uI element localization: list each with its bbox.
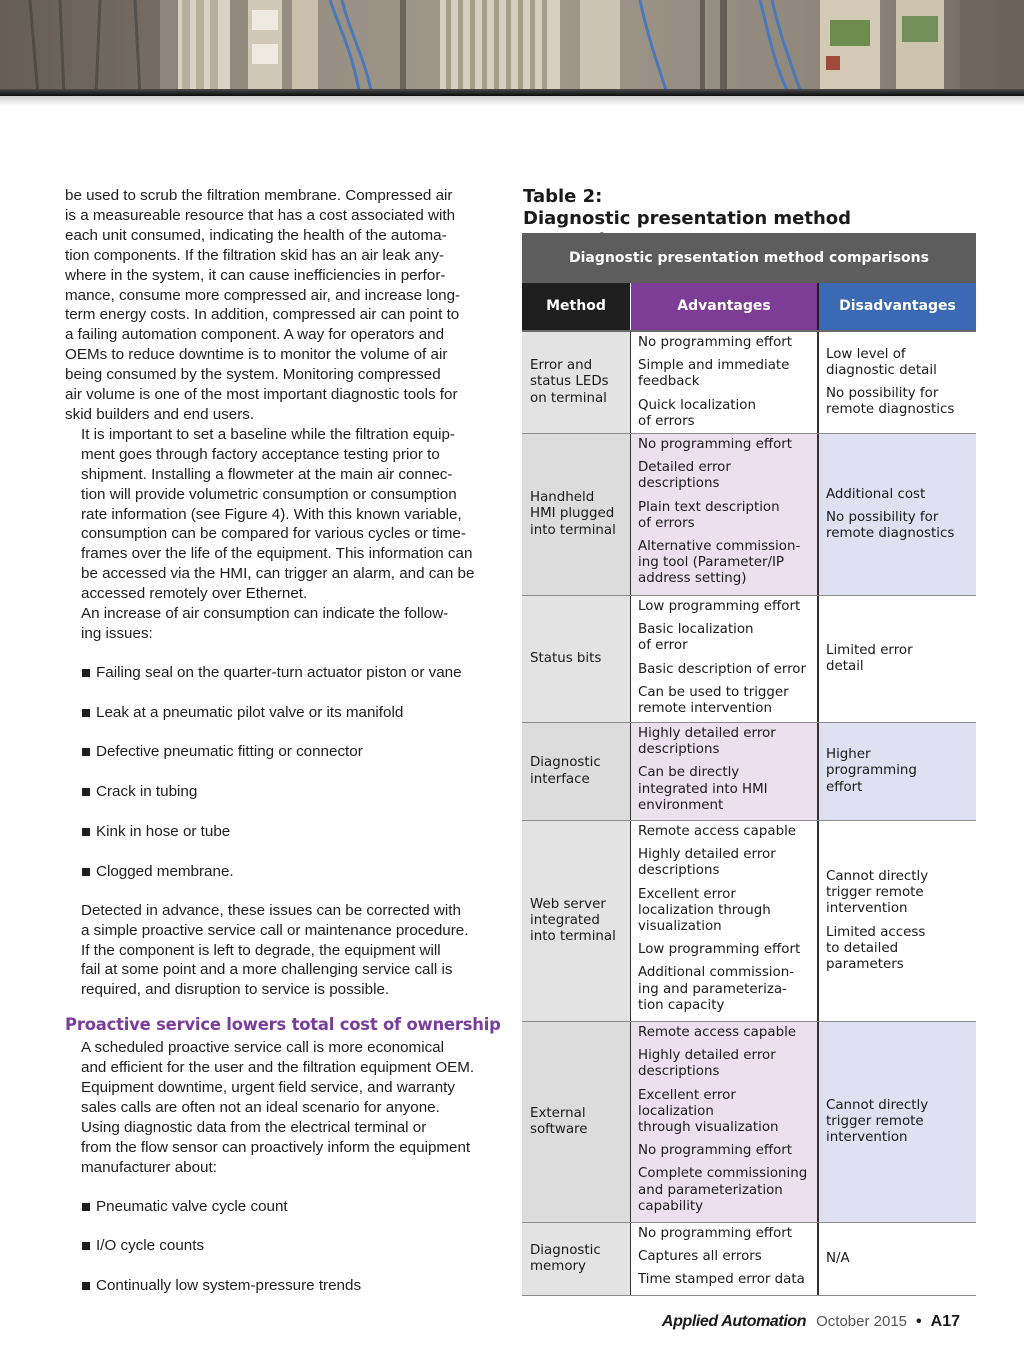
disadvantage-item: Low level of diagnostic detail [826, 346, 937, 378]
disadvantage-item: Higher programming effort [826, 747, 917, 795]
advantage-item: No programming effort [638, 437, 793, 452]
table-row [522, 596, 976, 723]
table-row [522, 1022, 976, 1223]
advantage-item: Excellent error localization through visualization [638, 1087, 779, 1136]
advantage-item: No programming effort [638, 335, 793, 350]
advantage-item: Remote access capable [638, 824, 797, 839]
list-item [65, 742, 503, 762]
list-item [65, 1197, 503, 1217]
table-row [522, 1223, 976, 1296]
method-cell: Error and status LEDs on terminal [522, 332, 630, 433]
list-item [65, 1236, 503, 1256]
method-cell: Status bits [522, 596, 630, 722]
table-header: Diagnostic presentation method comparisons [522, 233, 976, 283]
advantages-cell [630, 1223, 817, 1295]
list-item-text: Pneumatic valve cycle count [96, 1197, 288, 1215]
method-cell: Handheld HMI plugged into terminal [522, 434, 630, 595]
advantage-item: Highly detailed error descriptions [638, 726, 776, 758]
list-item-text: Defective pneumatic fitting or connector [96, 743, 363, 761]
table-row [522, 821, 976, 1022]
comparison-table [522, 233, 976, 1296]
advantage-item: Alternative commission- ing tool (Parameter/IP address setting) [638, 539, 801, 587]
publication-name: Applied Automation [661, 1313, 807, 1330]
list-item [65, 1276, 503, 1296]
list-item [65, 782, 503, 802]
disadvantage-item: No possibility for remote diagnostics [826, 509, 955, 542]
advantage-item: Low programming effort [638, 599, 801, 614]
list-item-text: Clogged membrane. [96, 862, 234, 880]
section-subhead: Proactive service lowers total cost of ownership [65, 1015, 501, 1035]
photo-band-shadow [0, 96, 1024, 106]
bullet-square-icon [82, 868, 90, 876]
table-row [522, 434, 976, 596]
issue-date: October 2015 [816, 1313, 908, 1330]
advantage-item: Excellent error localization through visualization [638, 886, 771, 935]
footer-separator: • [916, 1313, 922, 1330]
table-title-label: Table 2: [523, 186, 603, 207]
table-body [522, 330, 976, 1296]
issues-list [65, 663, 503, 882]
advantages-cell [630, 332, 817, 433]
disadvantages-cell [817, 723, 976, 820]
header-photo [0, 0, 1024, 96]
advantages-cell [630, 434, 817, 595]
disadvantage-item: N/A [826, 1250, 850, 1266]
advantage-item: Can be used to trigger remote intervention [638, 684, 789, 717]
list-item-text: Crack in tubing [96, 783, 198, 801]
disadvantage-item: No possibility for remote diagnostics [826, 386, 955, 418]
advantages-cell [630, 821, 817, 1021]
advantage-item: Quick localization of errors [638, 397, 756, 429]
disadvantages-cell [817, 1223, 976, 1295]
advantage-item: Simple and immediate feedback [638, 358, 790, 390]
list-item [65, 663, 503, 683]
table-title-caption: Diagnostic presentation method [523, 208, 852, 229]
method-cell: External software [522, 1022, 630, 1222]
advantage-item: Highly detailed error descriptions [638, 847, 776, 879]
bullet-square-icon [82, 828, 90, 836]
advantage-item: Captures all errors [638, 1249, 762, 1265]
bullet-square-icon [82, 669, 90, 677]
advantages-cell [630, 723, 817, 820]
disadvantage-item: Limited error detail [826, 642, 913, 674]
table-column-headers [522, 283, 976, 330]
advantage-item: Low programming effort [638, 942, 801, 958]
advantage-item: Basic description of error [638, 661, 806, 677]
advantage-item: No programming effort [638, 1226, 793, 1241]
advantages-cell [630, 596, 817, 722]
page-number: A17 [930, 1313, 960, 1330]
list-item-text: I/O cycle counts [96, 1237, 205, 1255]
paragraph-diagnostic-data: Using diagnostic data from the electrical terminal or from the flow sensor can proactively inform the equipment manufacturer about: [81, 1118, 471, 1176]
bullet-square-icon [82, 748, 90, 756]
disadvantage-item: Limited access to detailed parameters [826, 924, 926, 972]
list-item-text: Leak at a pneumatic pilot valve or its manifold [96, 703, 404, 721]
paragraph-detected-in-advance: Detected in advance, these issues can be corrected with a simple proactive service call or maintenance procedure. If the component is left to degrade, the equipment will fail at some point and a more challenging service call is required, and disruption to service is possible. [81, 901, 469, 999]
method-cell: Diagnostic memory [522, 1223, 630, 1295]
table-row [522, 330, 976, 434]
article-body [65, 186, 503, 1315]
paragraph-baseline: It is important to set a baseline while the filtration equip- ment goes through factory acceptance testing prior to shipment. Installing a flowmeter at the main air connec- tion will provide volumetric consumption or consumption rate information (see Figure 4). With this known variable, consumption can be compared for various cycles or time- frames over the life of the equipment. This information can be accessed via the HMI, can trigger an alarm, and can be accessed remotely over Ethernet. [81, 425, 475, 603]
disadvantage-item: Cannot directly trigger remote intervention [826, 1097, 929, 1146]
advantage-item: Time stamped error data [638, 1272, 805, 1288]
advantage-item: Additional commission- ing and parameteriza- tion capacity [638, 965, 795, 1013]
disadvantage-item: Cannot directly trigger remote intervention [826, 868, 929, 917]
bullet-square-icon [82, 1203, 90, 1211]
list-item [65, 862, 503, 882]
list-item-text: Continually low system-pressure trends [96, 1277, 362, 1295]
column-header-advantages: Advantages [630, 283, 817, 330]
bullet-square-icon [82, 1242, 90, 1250]
paragraph-air-consumption: An increase of air consumption can indicate the follow- ing issues: [81, 605, 449, 642]
disadvantages-cell [817, 596, 976, 722]
disadvantages-cell [817, 1022, 976, 1222]
advantage-item: No programming effort [638, 1143, 793, 1159]
inform-list [65, 1197, 503, 1297]
advantage-item: Detailed error descriptions [638, 460, 731, 492]
method-cell: Diagnostic interface [522, 723, 630, 820]
paragraph-scheduled-service: A scheduled proactive service call is more economical and efficient for the user and the filtration equipment OEM. Equipment downtime, urgent field service, and warranty sales calls are often not an ideal scenario for anyone. [81, 1039, 475, 1116]
advantage-item: Can be directly integrated into HMI environment [638, 765, 768, 813]
bullet-square-icon [82, 1282, 90, 1290]
advantages-cell [630, 1022, 817, 1222]
disadvantage-item: Additional cost [826, 486, 926, 502]
disadvantages-cell [817, 434, 976, 595]
advantage-item: Plain text description of errors [638, 499, 780, 531]
advantage-item: Remote access capable [638, 1025, 797, 1040]
disadvantages-cell [817, 821, 976, 1021]
bullet-square-icon [82, 788, 90, 796]
list-item-text: Failing seal on the quarter-turn actuator piston or vane [96, 663, 462, 681]
method-cell: Web server integrated into terminal [522, 821, 630, 1021]
list-item [65, 822, 503, 842]
bullet-square-icon [82, 709, 90, 717]
advantage-item: Complete commissioning and parameterization capability [638, 1166, 808, 1214]
paragraph-compressed-air: be used to scrub the filtration membrane. Compressed air is a measureable resource that has a cost associated with each unit consumed, indicating the health of the automa- tion components. If the filtration skid has an air leak any- where in the system, it can cause inefficiencies in perfor- mance, consume more compressed air, and increase long- term energy costs. In addition, compressed air can point to a failing automation component. A way for operators and OEMs to reduce downtime is to monitor the volume of air being consumed by the system. Monitoring compressed air volume is one of the most important diagnostic tools for skid builders and end users. [65, 187, 461, 423]
list-item [65, 703, 503, 723]
page-footer [600, 1311, 960, 1333]
terminal-rail-illustration [0, 0, 1024, 96]
table-row [522, 723, 976, 821]
column-header-method: Method [522, 283, 630, 330]
photo-band-edge [0, 89, 1024, 96]
column-header-disadvantages: Disadvantages [817, 283, 976, 330]
advantage-item: Basic localization of error [638, 622, 754, 654]
disadvantages-cell [817, 332, 976, 433]
list-item-text: Kink in hose or tube [96, 823, 231, 841]
advantage-item: Highly detailed error descriptions [638, 1048, 776, 1080]
